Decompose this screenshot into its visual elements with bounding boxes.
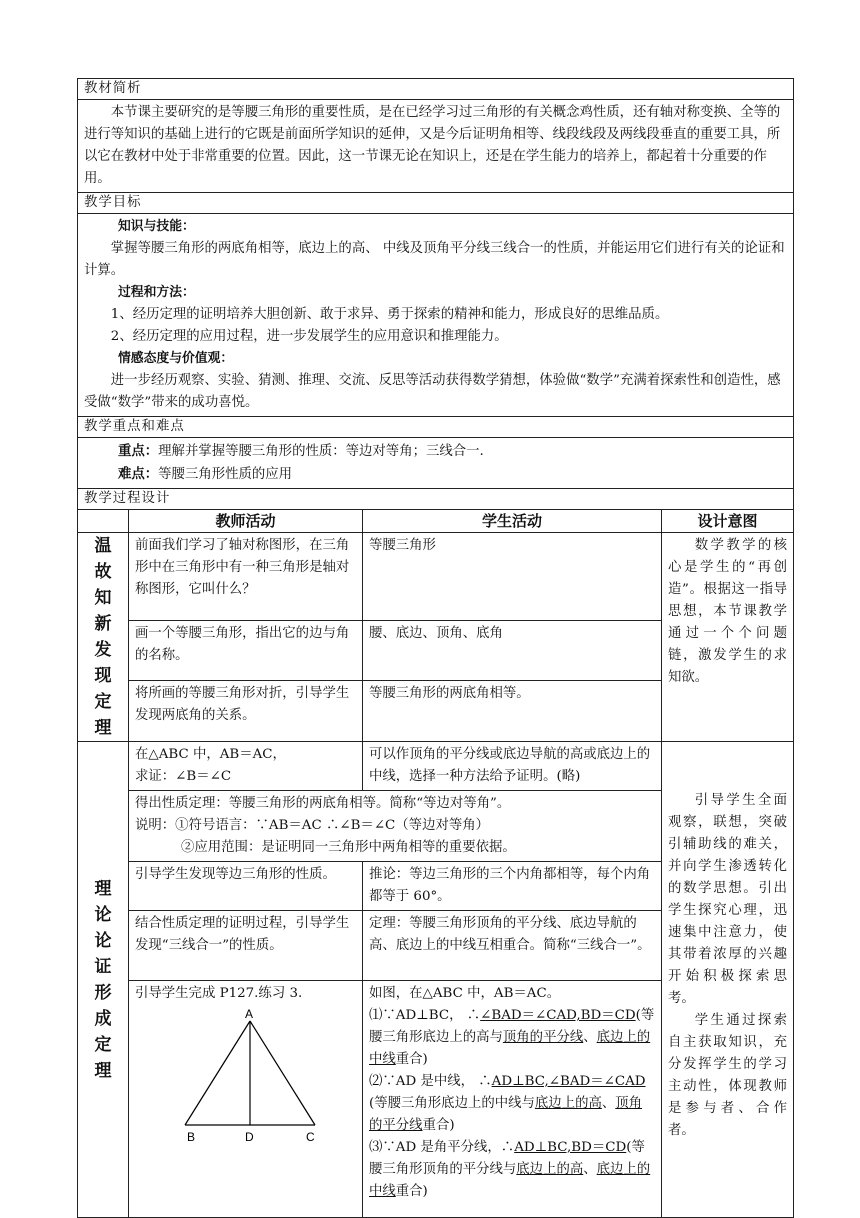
key-point — [78, 440, 793, 463]
case-3-reason: (等腰三角形顶角的平分线与 — [369, 1140, 645, 1177]
stage-2-design — [662, 742, 794, 1218]
case-3-premise: ⑶∵AD 是角平分线，∴ — [369, 1140, 515, 1155]
stage-2-student-5 — [363, 981, 662, 1218]
case-1-reason-term-2: 底边上的中线 — [369, 1030, 651, 1067]
stage-2-design-2: 学生通过探索自主获取知识，充分发挥学生的学习主动性，体现教师是参与者、合作者。 — [668, 1013, 787, 1138]
stage-2-char: 论 — [94, 930, 112, 951]
exercise-given: 如图，在△ABC 中，AB＝AC。 — [369, 986, 561, 1001]
exercise-case-3 — [369, 1137, 655, 1203]
section-title-goals: 教学目标 — [78, 193, 794, 214]
section-title-process: 教学过程设计 — [78, 489, 794, 510]
stage-1-char: 定 — [94, 692, 112, 712]
exercise-case-2 — [369, 1071, 655, 1137]
stage-2-label — [78, 742, 129, 1218]
process-heading: 过程和方法： — [118, 285, 195, 300]
stage-2-teacher-3: 引导学生发现等边三角形的性质。 — [129, 862, 363, 911]
vertex-a-label: A — [245, 1009, 254, 1021]
stage-2-char: 成 — [94, 1008, 112, 1029]
stage-2-char: 理 — [94, 1060, 112, 1081]
stage-1-label — [78, 533, 129, 742]
stage-1-teacher-1: 前面我们学习了轴对称图形，在三角形中在三角形中有一种三角形是轴对称图形，它叫什么？ — [129, 533, 363, 621]
isosceles-triangle-figure — [175, 1009, 325, 1159]
header-teacher: 教师活动 — [129, 510, 363, 533]
stage-1-char: 现 — [94, 666, 112, 686]
knowledge-text: 掌握等腰三角形的两底角相等，底边上的高、 中线及顶角平分线三线合一的性质，并能运用它们进行有关的论证和计算。 — [84, 241, 785, 278]
case-3-conclusion: AD⊥BC,BD＝CD — [514, 1140, 627, 1155]
stage-1-design: 数学教学的核心是学生的“再创造”。根据这一指导思想，本节课教学通过一个个问题链，激发学生的求知欲。 — [662, 533, 794, 742]
stage-1-student-1: 等腰三角形 — [363, 533, 662, 621]
case-1-sep: 、 — [583, 1030, 597, 1045]
emotion-heading: 情感态度与价值观： — [118, 351, 234, 366]
proof-goal: 求证：∠B＝∠C — [135, 769, 232, 784]
keypoints-content — [78, 438, 794, 489]
case-3-reason-term-1: 底边上的高 — [516, 1162, 584, 1177]
stage-2-char: 论 — [94, 904, 112, 925]
stage-1-student-2: 腰、底边、顶角、底角 — [363, 620, 662, 681]
stage-2-char: 定 — [94, 1034, 112, 1055]
vertex-b-label: B — [187, 1130, 196, 1144]
case-2-reason-term-2: 顶角的平分线 — [369, 1096, 643, 1133]
stage-1-char: 发 — [94, 640, 112, 660]
exercise-instruction: 引导学生完成 P127.练习 3. — [135, 986, 303, 1001]
key-text: 理解并掌握等腰三角形的性质：等边对等角；三线合一. — [158, 444, 484, 459]
theorem-symbol: 说明：①符号语言：∵AB＝AC ∴∠B＝∠C（等边对等角） — [135, 818, 490, 833]
case-2-reason: (等腰三角形底边上的中线与 — [369, 1096, 535, 1111]
stage-2-teacher-5 — [129, 981, 363, 1218]
case-1-premise: ⑴∵AD⊥BC， ∴ — [369, 1008, 481, 1023]
case-2-end: 重合) — [422, 1118, 455, 1133]
case-2-premise: ⑵∵AD 是中线， ∴ — [369, 1074, 492, 1089]
proof-given: 在△ABC 中，AB＝AC， — [135, 747, 286, 762]
key-label: 重点： — [118, 443, 159, 459]
stage-2-char: 形 — [94, 982, 112, 1003]
vertex-c-label: C — [306, 1130, 315, 1144]
difficult-label: 难点： — [118, 466, 159, 482]
emotion-text: 进一步经历观察、实验、猜测、推理、交流、反思等活动获得数学猜想，体验做“数学”充满着探索性和创造性，感受做“数学”带来的成功喜悦。 — [84, 373, 781, 410]
stage-2-student-1: 可以作顶角的平分线或底边导航的高或底边上的中线，选择一种方法给予证明。(略) — [363, 742, 662, 791]
header-design: 设计意图 — [662, 510, 794, 533]
case-3-sep: 、 — [583, 1162, 597, 1177]
stage-1-char: 新 — [94, 614, 112, 634]
case-3-reason-term-2: 底边上的中线 — [369, 1162, 651, 1199]
stage-1-teacher-3: 将所画的等腰三角形对折，引导学生发现两底角的关系。 — [129, 681, 363, 742]
stage-2-student-3: 推论：等边三角形的三个内角都相等，每个内角都等于 60°。 — [363, 862, 662, 911]
case-2-reason-term-1: 底边上的高 — [534, 1096, 602, 1111]
process-item-1: 1、经历定理的证明培养大胆创新、敢于求异、勇于探索的精神和能力，形成良好的思维品质。 — [110, 307, 669, 322]
process-item-2: 2、经历定理的应用过程，进一步发展学生的应用意识和推理能力。 — [110, 329, 508, 344]
stage-2-teacher-1 — [129, 742, 363, 791]
exercise-case-1 — [369, 1005, 655, 1071]
stage-2-char: 理 — [94, 878, 112, 899]
stage-2-char: 证 — [94, 956, 112, 977]
stage-1-char: 知 — [94, 588, 112, 608]
difficult-point — [78, 463, 793, 486]
stage-1-char: 理 — [94, 718, 112, 738]
stage-2-teacher-4: 结合性质定理的证明过程，引导学生发现“三线合一”的性质。 — [129, 911, 363, 981]
header-student: 学生活动 — [363, 510, 662, 533]
stage-1-char: 温 — [94, 536, 112, 556]
stage-1-teacher-2: 画一个等腰三角形，指出它的边与角的名称。 — [129, 620, 363, 681]
lesson-plan-document — [77, 78, 793, 1218]
theorem-text: 得出性质定理：等腰三角形的两底角相等。简称“等边对等角”。 — [135, 796, 511, 811]
stage-2-design-1: 引导学生全面观察，联想，突破引辅助线的难关，并向学生渗透转化的数学思想。引出学生探究心理，迅速集中注意力，使其带着浓厚的兴趣开始积极探索思考。 — [668, 793, 787, 1006]
stage-1-char: 故 — [94, 562, 112, 582]
case-1-reason-term-1: 顶角的平分线 — [502, 1030, 584, 1045]
section-title-keypoints: 教学重点和难点 — [78, 417, 794, 438]
case-3-end: 重合) — [395, 1184, 428, 1199]
knowledge-heading: 知识与技能： — [118, 219, 195, 234]
stage-2-theorem — [129, 791, 662, 862]
case-1-conclusion: ∠BAD＝∠CAD,BD＝CD — [480, 1008, 636, 1023]
case-1-end: 重合) — [395, 1052, 428, 1067]
vertex-d-label: D — [245, 1130, 254, 1144]
stage-1-student-3: 等腰三角形的两底角相等。 — [363, 681, 662, 742]
case-2-conclusion: AD⊥BC,∠BAD＝∠CAD — [491, 1074, 646, 1089]
case-1-reason: (等腰三角形底边上的高与 — [369, 1008, 655, 1045]
difficult-text: 等腰三角形性质的应用 — [158, 467, 293, 482]
theorem-usage: ②应用范围：是证明同一三角形中两角相等的重要依据。 — [181, 840, 516, 855]
stage-2-student-4: 定理：等腰三角形顶角的平分线、底边导航的高、底边上的中线互相重合。简称“三线合一”。 — [363, 911, 662, 981]
section-title-analysis: 教材简析 — [78, 79, 794, 100]
case-2-sep: 、 — [601, 1096, 616, 1111]
goals-content — [78, 214, 794, 417]
lesson-plan-table — [77, 78, 794, 1218]
header-empty — [78, 510, 129, 533]
analysis-text: 本节课主要研究的是等腰三角形的重要性质，是在已经学习过三角形的有关概念鸡性质，还有轴对称变换、全等的进行等知识的基础上进行的它既是前面所学知识的延伸，又是今后证明角相等、线段线段及两线段垂直的重要工具，所以它在教材中处于非常重要的位置。因此，这一节课无论在知识上，还是在学生能力的培养上，都起着十分重要的作用。 — [78, 100, 794, 193]
